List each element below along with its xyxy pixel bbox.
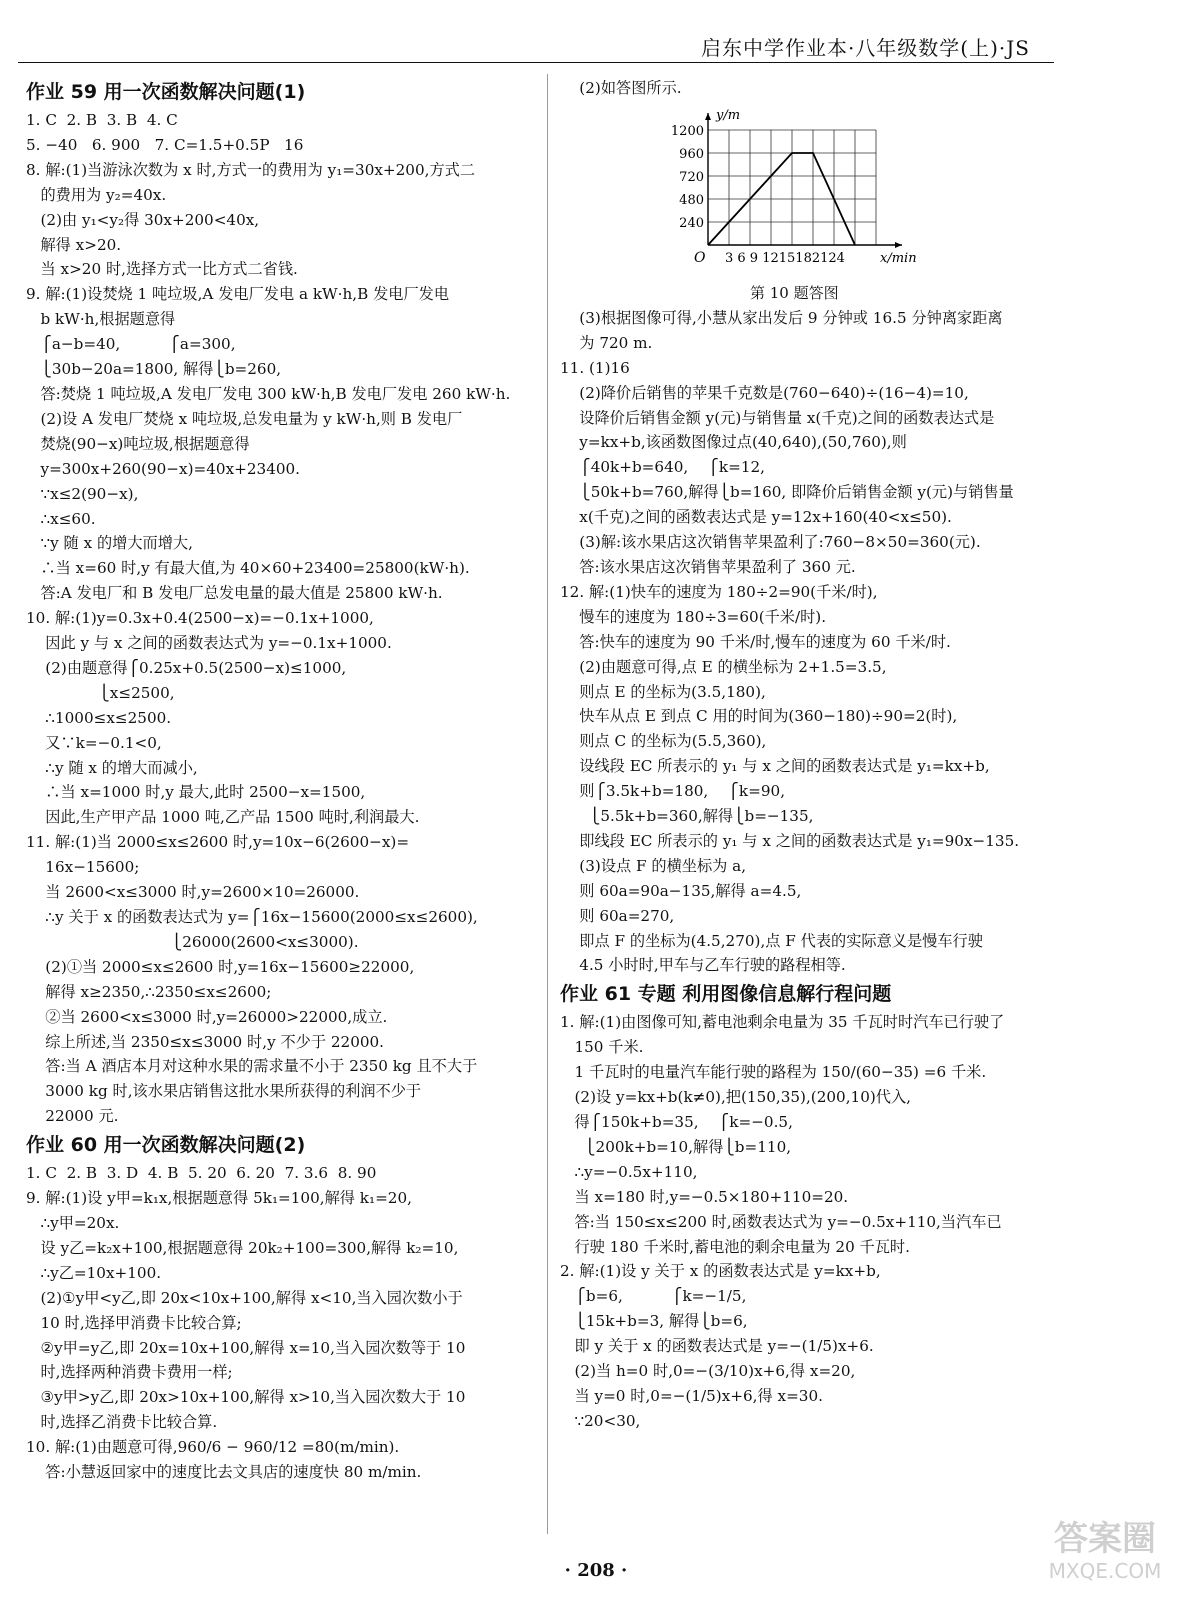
text-line: 12. 解:(1)快车的速度为 180÷2=90(千米/时), xyxy=(560,582,878,601)
text-line: 设降价后销售金额 y(元)与销售量 x(千克)之间的函数表达式是 xyxy=(560,408,995,427)
text-line: ②当 2600<x≤3000 时,y=26000>22000,成立. xyxy=(26,1007,388,1026)
text-line: 答:该水果店这次销售苹果盈利了 360 元. xyxy=(560,557,856,576)
text-line: 9. 解:(1)设焚烧 1 吨垃圾,A 发电厂发电 a kW·h,B 发电厂发电 xyxy=(26,285,450,304)
page-header xyxy=(18,28,1054,63)
text-line: 10 时,选择甲消费卡比较合算; xyxy=(26,1313,242,1332)
text-line: 即点 F 的坐标为(4.5,270),点 F 代表的实际意义是慢车行驶 xyxy=(560,931,983,950)
text-line: 16x−15600; xyxy=(26,858,140,877)
text-line: 3000 kg 时,该水果店销售这批水果所获得的利润不少于 xyxy=(26,1082,422,1101)
text-line: ⎧40k+b=640, ⎧k=12, xyxy=(560,458,766,477)
text-line: 的费用为 y₂=40x. xyxy=(26,185,167,204)
watermark-url: MXQE.COM xyxy=(1048,1559,1162,1583)
text-line: ②y甲=y乙,即 20x=10x+100,解得 x=10,当入园次数等于 10 xyxy=(26,1338,466,1357)
text-line: 当 y=0 时,0=−(1/5)x+6,得 x=30. xyxy=(560,1386,823,1405)
text-line: ∴y=−0.5x+110, xyxy=(560,1162,698,1181)
text-line: 焚烧(90−x)吨垃圾,根据题意得 xyxy=(26,434,250,453)
text-line: y=300x+260(90−x)=40x+23400. xyxy=(26,459,301,478)
origin-label: O xyxy=(694,249,706,266)
text-line: 因此 y 与 x 之间的函数表达式为 y=−0.1x+1000. xyxy=(26,634,392,653)
text-line: ∴x≤60. xyxy=(26,509,96,528)
text-line: 时,选择乙消费卡比较合算. xyxy=(26,1413,218,1432)
text-line: 1 千瓦时的电量汽车能行驶的路程为 150/(60−35) =6 千米. xyxy=(560,1063,987,1082)
text-line: 即线段 EC 所表示的 y₁ 与 x 之间的函数表达式是 y₁=90x−135. xyxy=(560,831,1020,850)
text-line: 即 y 关于 x 的函数表达式是 y=−(1/5)x+6. xyxy=(560,1337,874,1356)
x-tick-labels: 3 6 9 1215182124 xyxy=(725,250,845,266)
section-heading: 作业 61 专题 利用图像信息解行程问题 xyxy=(560,983,892,1006)
text-line: 得⎧150k+b=35, ⎧k=−0.5, xyxy=(560,1113,793,1131)
text-line: ∴1000≤x≤2500. xyxy=(26,708,172,727)
text-line: 为 720 m. xyxy=(560,333,653,352)
text-line: 答:当 A 酒店本月对这种水果的需求量不小于 2350 kg 且不大于 xyxy=(26,1057,478,1076)
text-line: 1. 解:(1)由图像可知,蓄电池剩余电量为 35 千瓦时时汽车已行驶了 xyxy=(560,1013,1005,1032)
text-line: 则 60a=90a−135,解得 a=4.5, xyxy=(560,881,802,900)
text-line: 9. 解:(1)设 y甲=k₁x,根据题意得 5k₁=100,解得 k₁=20, xyxy=(26,1189,412,1208)
text-line: ③y甲>y乙,即 20x>10x+100,解得 x>10,当入园次数大于 10 xyxy=(26,1388,466,1407)
text-line: 快车从点 E 到点 C 用的时间为(360−180)÷90=2(时), xyxy=(560,707,958,726)
text-line: 则点 E 的坐标为(3.5,180), xyxy=(560,682,766,701)
text-line: ⎩5.5k+b=360,解得⎩b=−135, xyxy=(560,807,814,826)
text-line: 答:快车的速度为 90 千米/时,慢车的速度为 60 千米/时. xyxy=(560,632,951,651)
text-line: 11. (1)16 xyxy=(560,358,630,377)
text-line: 5. −40 6. 900 7. C=1.5+0.5P 16 xyxy=(26,135,304,154)
text-line: 22000 元. xyxy=(26,1107,119,1126)
text-line: b kW·h,根据题意得 xyxy=(26,310,176,329)
page-number: · 208 · xyxy=(564,1560,628,1581)
text-line: (2)设 y=kx+b(k≠0),把(150,35),(200,10)代入, xyxy=(560,1088,912,1107)
distance-time-chart xyxy=(668,105,918,280)
text-line: ⎩50k+b=760,解得⎩b=160, 即降价后销售金额 y(元)与销售量 xyxy=(560,483,1014,502)
text-line: (3)解:该水果店这次销售苹果盈利了:760−8×50=360(元). xyxy=(560,533,981,552)
text-line: 2. 解:(1)设 y 关于 x 的函数表达式是 y=kx+b, xyxy=(560,1262,881,1281)
text-line: ∵y 随 x 的增大而增大, xyxy=(26,534,193,553)
text-line: (2)由题意可得,点 E 的横坐标为 2+1.5=3.5, xyxy=(560,657,887,676)
text-line: 1. C 2. B 3. B 4. C xyxy=(26,111,178,129)
text-line: ⎩x≤2500, xyxy=(26,683,175,702)
text-line: 150 千米. xyxy=(560,1038,644,1057)
text-line: 慢车的速度为 180÷3=60(千米/时). xyxy=(560,607,827,626)
text-line: ∴当 x=1000 时,y 最大,此时 2500−x=1500, xyxy=(26,783,366,802)
text-line: x(千克)之间的函数表达式是 y=12x+160(40<x≤50). xyxy=(560,508,952,527)
text-line: ∴y 关于 x 的函数表达式为 y=⎧16x−15600(2000≤x≤2600), xyxy=(26,908,478,926)
text-line: 答:当 150≤x≤200 时,函数表达式为 y=−0.5x+110,当汽车已 xyxy=(560,1212,1002,1231)
text-line: 1. C 2. B 3. D 4. B 5. 20 6. 20 7. 3.6 8. 90 xyxy=(26,1164,377,1183)
text-line: 11. 解:(1)当 2000≤x≤2600 时,y=10x−6(2600−x)= xyxy=(26,833,410,852)
text-line: ∵20<30, xyxy=(560,1411,641,1430)
text-line: (2)①y甲<y乙,即 20x<10x+100,解得 x<10,当入园次数小于 xyxy=(26,1288,463,1307)
text-line: 当 x=180 时,y=−0.5×180+110=20. xyxy=(560,1187,849,1206)
text-line: ⎩26000(2600<x≤3000). xyxy=(26,932,359,951)
text-line: 当 x>20 时,选择方式一比方式二省钱. xyxy=(26,260,298,279)
text-line: 10. 解:(1)y=0.3x+0.4(2500−x)=−0.1x+1000, xyxy=(26,609,374,628)
left-column xyxy=(26,76,536,1485)
text-line: 则⎧3.5k+b=180, ⎧k=90, xyxy=(560,782,786,801)
text-line: (2)①当 2000≤x≤2600 时,y=16x−15600≥22000, xyxy=(26,957,415,976)
right-column xyxy=(560,76,1042,1434)
text-line: 解得 x>20. xyxy=(26,235,122,254)
x-axis-arrow xyxy=(895,242,902,248)
text-line: 因此,生产甲产品 1000 吨,乙产品 1500 吨时,利润最大. xyxy=(26,808,420,827)
y-tick-label: 960 xyxy=(679,146,704,162)
x-axis-label: x/min xyxy=(880,250,917,266)
text-line: (3)设点 F 的横坐标为 a, xyxy=(560,856,747,875)
answer-graph xyxy=(668,105,918,280)
watermark-text: 答案圈 xyxy=(1054,1519,1156,1559)
graph-caption: 第 10 题答图 xyxy=(750,283,839,302)
text-line: (2)降价后销售的苹果千克数是(760−640)÷(16−4)=10, xyxy=(560,383,969,402)
text-line: ⎩200k+b=10,解得⎩b=110, xyxy=(560,1137,792,1156)
text-line: 设线段 EC 所表示的 y₁ 与 x 之间的函数表达式是 y₁=kx+b, xyxy=(560,757,990,776)
text-line: ⎩30b−20a=1800, 解得⎩b=260, xyxy=(26,360,282,379)
section-heading: 作业 60 用一次函数解决问题(2) xyxy=(26,1134,306,1157)
text-line: ∴y乙=10x+100. xyxy=(26,1263,162,1282)
text-line: (3)根据图像可得,小慧从家出发后 9 分钟或 16.5 分钟离家距离 xyxy=(560,308,1003,327)
text-line: 解得 x≥2350,∴2350≤x≤2600; xyxy=(26,982,272,1001)
y-tick-label: 240 xyxy=(679,215,704,231)
text-line: (2)由 y₁<y₂得 30x+200<40x, xyxy=(26,210,260,229)
text-line: ⎩15k+b=3, 解得⎩b=6, xyxy=(560,1312,748,1331)
text-line: 答:A 发电厂和 B 发电厂总发电量的最大值是 25800 kW·h. xyxy=(26,584,443,603)
text-line: y=kx+b,该函数图像过点(40,640),(50,760),则 xyxy=(560,433,907,452)
text-line: ⎧b=6, ⎧k=−1/5, xyxy=(560,1287,747,1306)
y-axis-arrow xyxy=(705,113,711,120)
text-line: ∴y甲=20x. xyxy=(26,1213,120,1232)
text-line: 又∵k=−0.1<0, xyxy=(26,733,162,752)
y-tick-label: 720 xyxy=(679,169,704,185)
section-heading: 作业 59 用一次函数解决问题(1) xyxy=(26,81,306,103)
book-title: 启东中学作业本·八年级数学(上)·JS xyxy=(700,36,1030,60)
watermark-logo xyxy=(1030,1508,1180,1588)
text-line: 答:焚烧 1 吨垃圾,A 发电厂发电 300 kW·h,B 发电厂发电 260 kW·h. xyxy=(26,384,511,403)
text-line: 10. 解:(1)由题意可得,960/6 − 960/12 =80(m/min). xyxy=(26,1438,400,1457)
text-line: ∴当 x=60 时,y 有最大值,为 40×60+23400=25800(kW·h). xyxy=(26,559,470,578)
text-line: 答:小慧返回家中的速度比去文具店的速度快 80 m/min. xyxy=(26,1463,422,1482)
y-tick-label: 1200 xyxy=(670,123,704,139)
text-line: (2)由题意得⎧0.25x+0.5(2500−x)≤1000, xyxy=(26,658,347,677)
text-line: 行驶 180 千米时,蓄电池的剩余电量为 20 千瓦时. xyxy=(560,1237,910,1256)
text-line: 4.5 小时时,甲车与乙车行驶的路程相等. xyxy=(560,956,846,975)
text-line: 当 2600<x≤3000 时,y=2600×10=26000. xyxy=(26,883,360,902)
text-line: ∵x≤2(90−x), xyxy=(26,484,139,503)
y-tick-label: 480 xyxy=(679,192,704,208)
text-line: 时,选择两种消费卡费用一样; xyxy=(26,1363,233,1382)
column-divider xyxy=(547,74,548,1534)
y-axis-label: y/m xyxy=(716,107,741,123)
text-line: 设 y乙=k₂x+100,根据题意得 20k₂+100=300,解得 k₂=10, xyxy=(26,1238,459,1257)
text-line: ∴y 随 x 的增大而减小, xyxy=(26,758,198,777)
text-line: 综上所述,当 2350≤x≤3000 时,y 不少于 22000. xyxy=(26,1032,385,1051)
text-line: (2)当 h=0 时,0=−(3/10)x+6,得 x=20, xyxy=(560,1362,856,1381)
text-line: (2)如答图所示. xyxy=(560,79,682,97)
text-line: ⎧a−b=40, ⎧a=300, xyxy=(26,335,236,354)
text-line: 8. 解:(1)当游泳次数为 x 时,方式一的费用为 y₁=30x+200,方式二 xyxy=(26,160,476,179)
text-line: (2)设 A 发电厂焚烧 x 吨垃圾,总发电量为 y kW·h,则 B 发电厂 xyxy=(26,409,463,428)
text-line: 则点 C 的坐标为(5.5,360), xyxy=(560,732,767,751)
text-line: 则 60a=270, xyxy=(560,906,675,925)
